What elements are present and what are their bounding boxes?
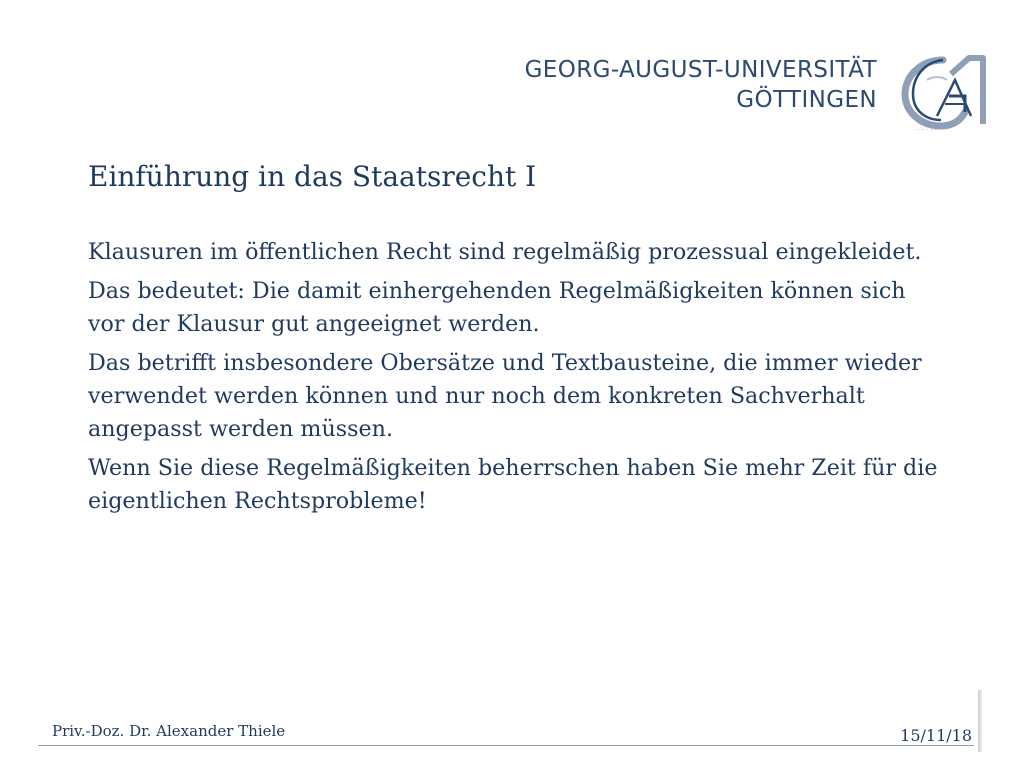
page-edge (978, 690, 982, 752)
university-name (525, 55, 877, 115)
paragraph: Klausuren im öffentlichen Recht sind regelmäßig prozessual eingekleidet. (88, 239, 922, 265)
footer-author: Priv.-Doz. Dr. Alexander Thiele (52, 722, 286, 740)
svg-text:· · · · ·: · · · · · (917, 126, 938, 134)
university-logo (897, 50, 989, 134)
paragraph: Wenn Sie diese Regelmäßigkeiten beherrschen haben Sie mehr Zeit für die eigentlichen Rechtsprobleme! (88, 455, 938, 514)
slide-title: Einführung in das Staatsrecht I (88, 160, 537, 193)
footer-date: 15/11/18 (900, 726, 972, 745)
footer-divider (38, 745, 974, 746)
paragraph: Das bedeutet: Die damit einhergehenden Regelmäßigkeiten können sich vor der Klausur gut angeeignet werden. (88, 278, 906, 337)
paragraph: Das betrifft insbesondere Obersätze und Textbausteine, die immer wieder verwendet werden können und nur noch dem konkreten Sachverhalt angepasst werden müssen. (88, 350, 922, 442)
university-name-line1: GEORG-AUGUST-UNIVERSITÄT (524, 57, 877, 83)
slide-content (88, 236, 948, 524)
university-name-line2: GÖTTINGEN (736, 87, 877, 113)
